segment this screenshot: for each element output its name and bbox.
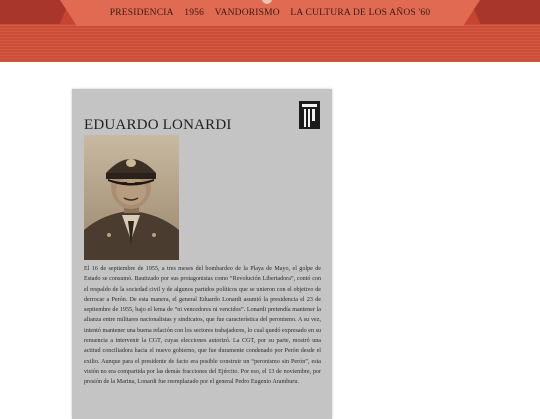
article-body: El 16 de septiembre de 1955, a tres meses del bombardeo de la Playa de Mayo, el golpe de Estado se consumó. Bautizado por sus protagonistas como “Revolución Libertadora”, contó con el respaldo de la sociedad civil y de algunos partidos políticos que se unieron con el objetivo de derrocar a Perón. De esta manera, el general Eduardo Lonardi asumió la presidencia el 23 de septiembre de 1955, bajo el lema de “ni vencedores ni vencidos”. Lonardi pretendía mantener la alianza entre militares nacionalistas y sindicatos, que fue característica del peronismo. A su vez, intentó mantener una buena relación con los sectores trabajadores, lo cual quedó expresado en su renuencia a intervenir la CGT, cuyas elecciones autorizó. La CGT, por su parte, mostró una actitud conciliadora hacia el nuevo gobierno, que fue duramente condenado por Perón desde el exilio. Aunque para el presidente de facto era posible construir un “peronismo sin Perón”, esta visión no era compartida por las demás fracciones del Ejército. Por eso, el 13 de noviembre, por presión de la Marina, Lonardi fue reemplazado por el general Pedro Eugenio Aramburu. bbox=[84, 266, 321, 386]
article-card bbox=[72, 89, 332, 419]
nav-item-cultura[interactable]: LA CULTURA DE LOS AÑOS '60 bbox=[290, 8, 431, 18]
article-title: EDUARDO LONARDI bbox=[84, 117, 232, 133]
portrait-image bbox=[84, 135, 179, 260]
site-header bbox=[0, 0, 540, 62]
nav-item-presidencia[interactable]: PRESIDENCIA bbox=[109, 8, 174, 18]
building-logo-icon bbox=[299, 101, 320, 129]
nav-item-1956[interactable]: 1956 bbox=[184, 8, 205, 18]
nav-item-vandorismo[interactable]: VANDORISMO bbox=[214, 8, 280, 18]
main-nav bbox=[0, 8, 540, 18]
